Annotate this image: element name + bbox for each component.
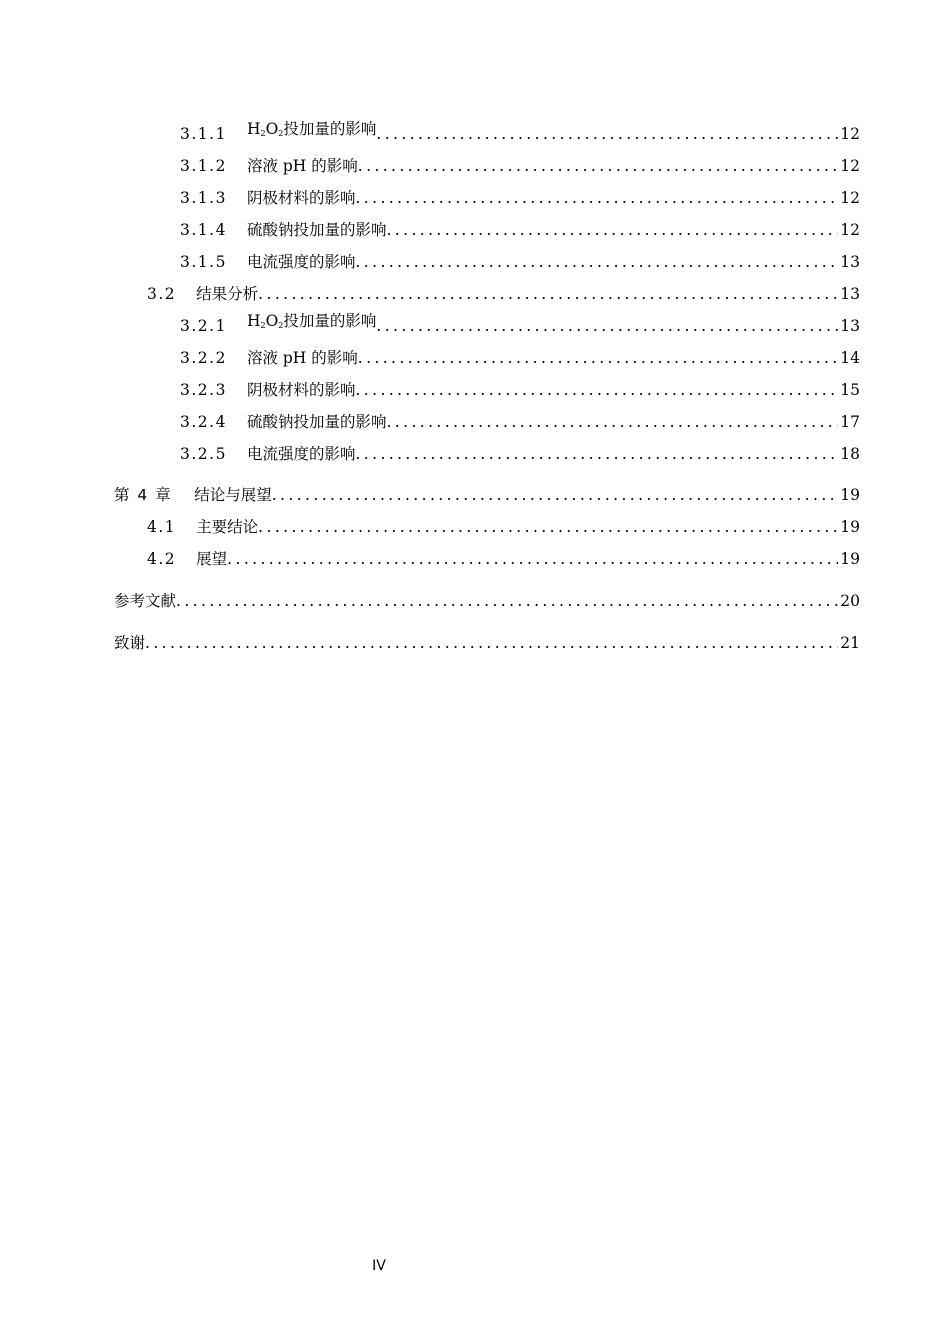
toc-leader-dots [227, 549, 838, 569]
toc-leader-dots [386, 412, 838, 432]
toc-entry-title: $H_2O_2$投加量的影响 [246, 312, 377, 330]
toc-leader-dots [376, 124, 838, 144]
toc-entry-page: 12 [840, 221, 860, 239]
page-number-footer: IV [372, 1258, 386, 1274]
toc-entry-title: 阴极材料的影响 [246, 381, 356, 399]
toc-entry[interactable] [180, 184, 860, 208]
toc-entry-title: 结果分析 [196, 285, 259, 303]
toc-entry-number: 3.2.4 [180, 413, 227, 431]
toc-entry-number: 4.1 [147, 518, 177, 536]
toc-chapter-entry[interactable] [114, 629, 860, 653]
toc-entry-title: 电流强度的影响 [246, 253, 356, 271]
toc-leader-dots [272, 485, 839, 505]
toc-entry-page: 19 [840, 486, 860, 504]
toc-entry-number: 3.2.1 [180, 317, 227, 335]
toc-entry-number: 3.1.2 [180, 157, 227, 175]
toc-entry-number: 3.1.5 [180, 253, 227, 271]
toc-entry-title: 展望 [196, 550, 228, 568]
toc-chapter-entry[interactable] [114, 587, 860, 611]
toc-leader-dots [258, 517, 838, 537]
toc-entry-page: 20 [840, 592, 860, 610]
toc-entry[interactable] [180, 376, 860, 400]
toc-entry-page: 13 [840, 285, 860, 303]
toc-entry-title: 电流强度的影响 [246, 445, 356, 463]
toc-chapter-entry[interactable] [114, 481, 860, 505]
toc-leader-dots [376, 316, 838, 336]
toc-entry-number: 3.1.4 [180, 221, 227, 239]
toc-leader-dots [258, 284, 838, 304]
toc-leader-dots [176, 591, 838, 611]
toc-entry-number: 第 4 章 [114, 486, 173, 504]
toc-entry-page: 19 [840, 550, 860, 568]
toc-entry[interactable] [180, 120, 860, 144]
toc-entry-title: 溶液 pH 的影响 [246, 157, 358, 175]
toc-entry-number: 3.1.1 [180, 125, 227, 143]
toc-entry-number: 3.2.3 [180, 381, 227, 399]
toc-entry-title: 致谢 [114, 634, 146, 652]
toc-entry-page: 19 [840, 518, 860, 536]
toc-entry-title: 主要结论 [196, 518, 259, 536]
toc-entry[interactable] [180, 408, 860, 432]
toc-entry-page: 18 [840, 445, 860, 463]
toc-entry-page: 17 [840, 413, 860, 431]
toc-entry-page: 12 [840, 125, 860, 143]
toc-entry-number: 3.1.3 [180, 189, 227, 207]
toc-entry-number: 3.2.5 [180, 445, 227, 463]
toc-leader-dots [355, 188, 838, 208]
toc-entry-page: 12 [840, 157, 860, 175]
toc-entry-page: 12 [840, 189, 860, 207]
toc-entry-number: 4.2 [147, 550, 177, 568]
toc-entry-page: 13 [840, 253, 860, 271]
toc-leader-dots [355, 252, 838, 272]
toc-entry-page: 21 [840, 634, 860, 652]
toc-entry[interactable] [147, 280, 860, 304]
toc-entry[interactable] [180, 312, 860, 336]
toc-leader-dots [355, 380, 838, 400]
toc-entry-page: 13 [840, 317, 860, 335]
toc-leader-dots [355, 444, 838, 464]
toc-entry-title: 硫酸钠投加量的影响 [246, 221, 387, 239]
toc-entry-page: 15 [840, 381, 860, 399]
toc-entry[interactable] [180, 440, 860, 464]
toc-entry[interactable] [180, 344, 860, 368]
toc-leader-dots [145, 633, 838, 653]
toc-entry[interactable] [180, 216, 860, 240]
toc-entry-number: 3.2.2 [180, 349, 227, 367]
toc-entry[interactable] [180, 248, 860, 272]
toc-entry-page: 14 [840, 349, 860, 367]
toc-leader-dots [386, 220, 838, 240]
toc-entry[interactable] [147, 513, 860, 537]
toc-entry-title: $H_2O_2$投加量的影响 [246, 120, 377, 138]
toc-leader-dots [358, 348, 839, 368]
toc-entry[interactable] [180, 152, 860, 176]
toc-entry-title: 阴极材料的影响 [246, 189, 356, 207]
toc-leader-dots [358, 156, 839, 176]
toc-entry-number: 3.2 [147, 285, 177, 303]
toc-entry-title: 溶液 pH 的影响 [246, 349, 358, 367]
toc-entry-title: 参考文献 [114, 592, 177, 610]
toc-entry[interactable] [147, 545, 860, 569]
toc-entry-title: 结论与展望 [194, 486, 272, 504]
toc-entry-title: 硫酸钠投加量的影响 [246, 413, 387, 431]
